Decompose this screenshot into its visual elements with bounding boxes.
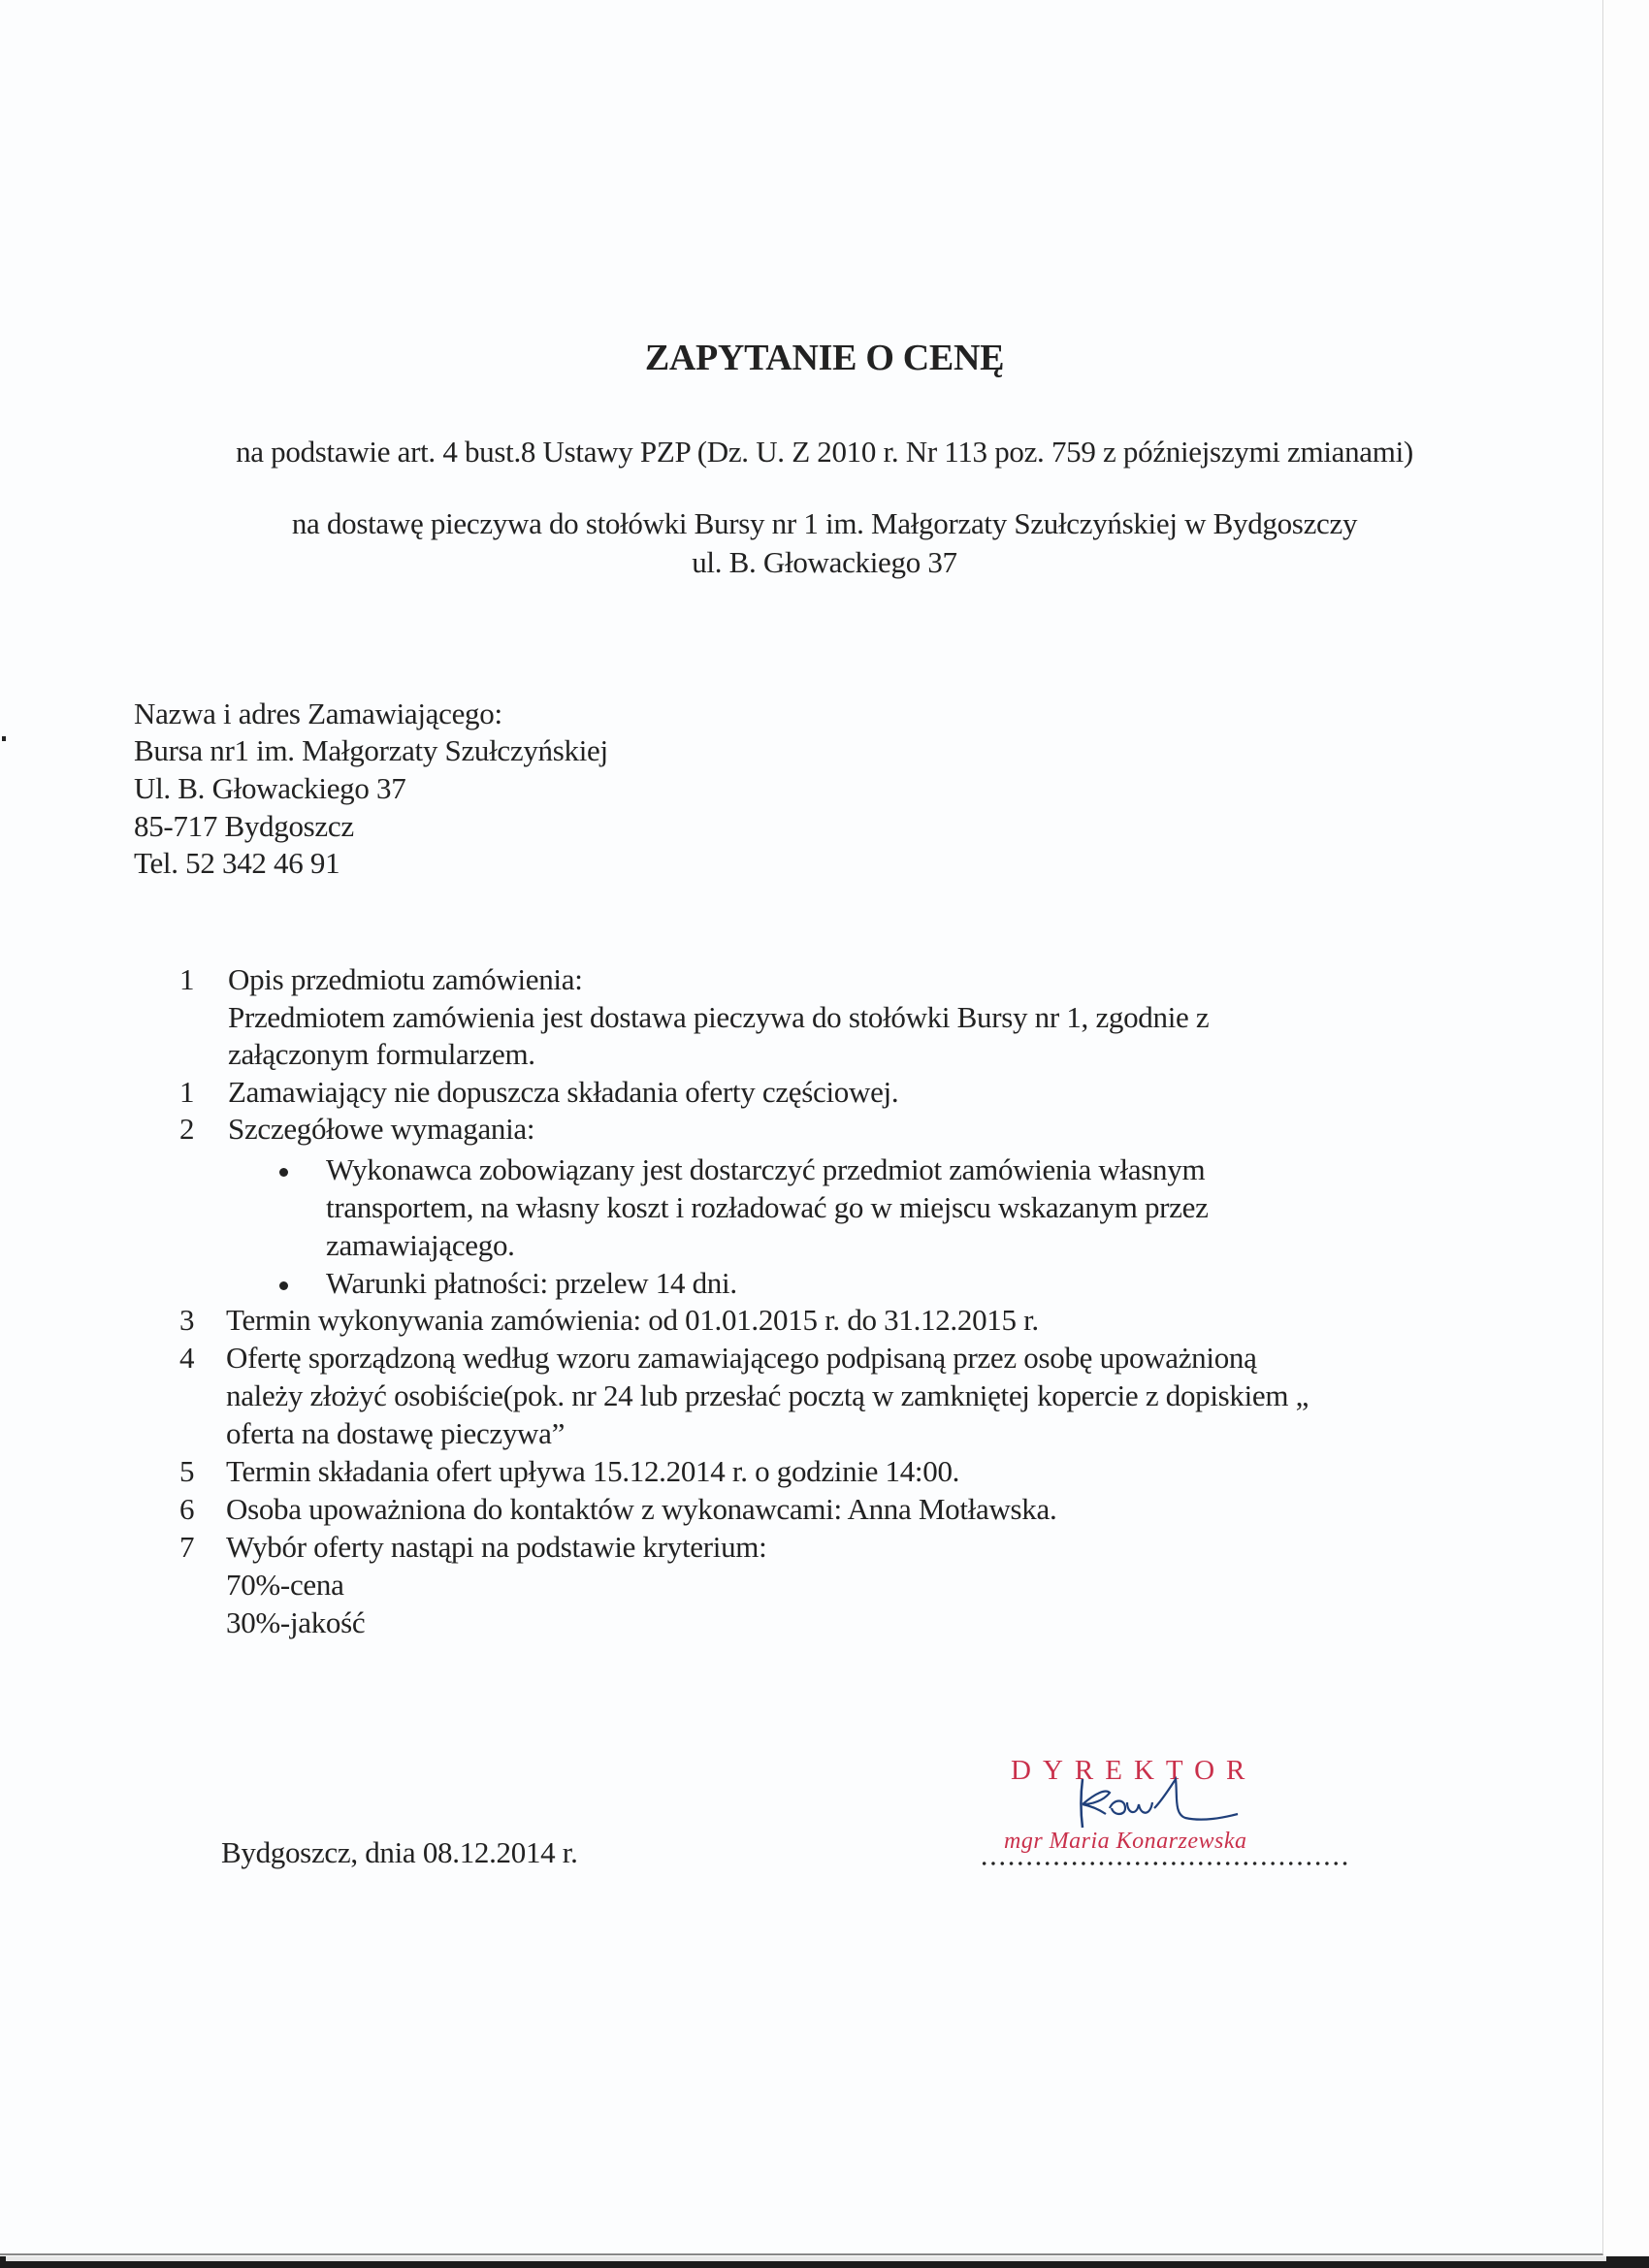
- list-item-text: Termin wykonywania zamówienia: od 01.01.2015 r. do 31.12.2015 r.: [226, 1303, 1039, 1337]
- buyer-phone: Tel. 52 342 46 91: [134, 846, 340, 880]
- list-item-text: Wybór oferty nastąpi na podstawie kryterium:: [226, 1530, 767, 1564]
- list-item-text: załączonym formularzem.: [228, 1037, 535, 1071]
- list-item-text: oferta na dostawę pieczywa”: [226, 1416, 566, 1450]
- signature-icon: [1077, 1775, 1242, 1831]
- stamp-name: mgr Maria Konarzewska: [1004, 1829, 1247, 1854]
- list-item-text: Ofertę sporządzoną według wzoru zamawiającego podpisaną przez osobę upoważnioną: [226, 1341, 1257, 1375]
- buyer-name: Bursa nr1 im. Małgorzaty Szułczyńskiej: [134, 733, 608, 767]
- list-item-text: Szczegółowe wymagania:: [228, 1112, 535, 1146]
- scan-edge: [0, 2256, 1649, 2268]
- list-item-text: Termin składania ofert upływa 15.12.2014 r. o godzinie 14:00.: [226, 1454, 960, 1488]
- item-number: 1: [179, 1075, 195, 1109]
- bullet-text: zamawiającego.: [326, 1228, 515, 1262]
- buyer-heading: Nazwa i adres Zamawiającego:: [134, 697, 502, 730]
- buyer-street: Ul. B. Głowackiego 37: [134, 771, 406, 805]
- list-item-text: Osoba upoważniona do kontaktów z wykonawcami: Anna Motławska.: [226, 1492, 1057, 1526]
- criterion-price: 70%-cena: [226, 1568, 344, 1602]
- list-item-text: Przedmiotem zamówienia jest dostawa pieczywa do stołówki Bursy nr 1, zgodnie z: [228, 1000, 1210, 1034]
- buyer-city: 85-717 Bydgoszcz: [134, 809, 354, 843]
- subject-line-2: ul. B. Głowackiego 37: [692, 545, 957, 579]
- criterion-quality: 30%-jakość: [226, 1605, 366, 1639]
- item-number: 3: [179, 1303, 195, 1337]
- place-and-date: Bydgoszcz, dnia 08.12.2014 r.: [221, 1835, 578, 1869]
- list-item-text: należy złożyć osobiście(pok. nr 24 lub przesłać pocztą w zamkniętej kopercie z dopiskiem „: [226, 1378, 1310, 1412]
- stamp-title: DYREKTOR: [1011, 1755, 1257, 1786]
- item-number: 2: [179, 1112, 195, 1146]
- item-number: 5: [179, 1454, 195, 1488]
- bullet-text: transportem, na własny koszt i rozładować go w miejscu wskazanym przez: [326, 1190, 1209, 1224]
- list-item-text: Zamawiający nie dopuszcza składania oferty częściowej.: [228, 1075, 899, 1109]
- item-number: 7: [179, 1530, 195, 1564]
- item-number: 6: [179, 1492, 195, 1526]
- bullet-icon: [279, 1168, 288, 1177]
- signature-line: [980, 1862, 1348, 1865]
- document-title: ZAPYTANIE O CENĘ: [644, 338, 1005, 378]
- item-number: 1: [179, 962, 195, 996]
- bullet-text: Warunki płatności: przelew 14 dni.: [326, 1266, 737, 1300]
- subject-line-1: na dostawę pieczywa do stołówki Bursy nr 1 im. Małgorzaty Szułczyńskiej w Bydgoszczy: [291, 506, 1358, 540]
- legal-basis: na podstawie art. 4 bust.8 Ustawy PZP (Dz. U. Z 2010 r. Nr 113 poz. 759 z późniejszymi zmianami): [236, 435, 1413, 469]
- item-number: 4: [179, 1341, 195, 1375]
- scan-speck: [2, 736, 6, 741]
- bullet-icon: [279, 1281, 288, 1290]
- bullet-text: Wykonawca zobowiązany jest dostarczyć przedmiot zamówienia własnym: [326, 1152, 1206, 1186]
- list-item-text: Opis przedmiotu zamówienia:: [228, 962, 583, 996]
